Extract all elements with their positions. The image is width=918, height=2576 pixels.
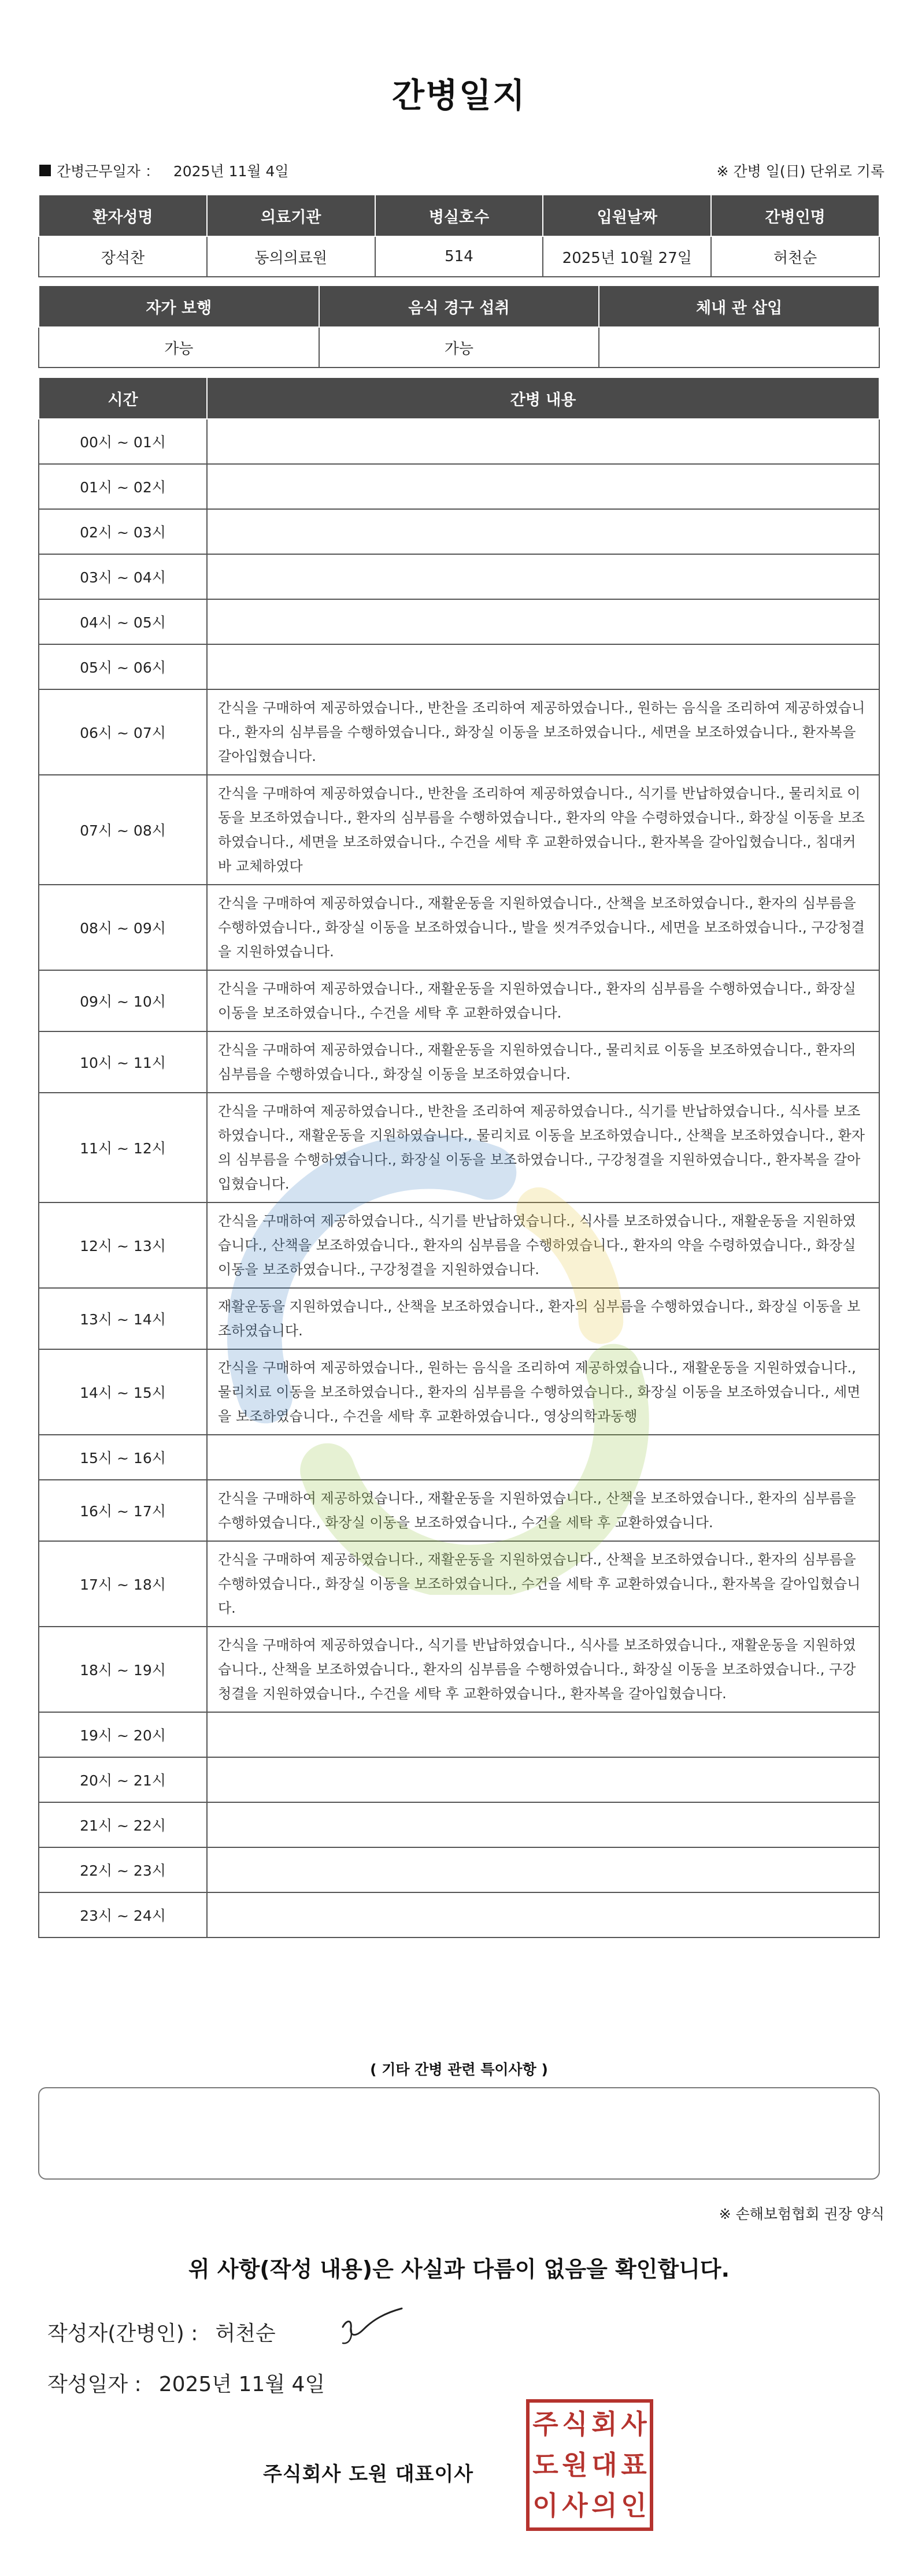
log-time-cell: 10시 ~ 11시 [39,1031,207,1093]
log-content-cell[interactable] [207,644,879,689]
square-bullet-icon [39,165,51,176]
log-time-cell: 00시 ~ 01시 [39,419,207,464]
seal-char: 인 [621,2490,647,2522]
log-content-cell[interactable] [207,1757,879,1802]
table-row [39,1349,879,1435]
log-time-cell: 08시 ~ 09시 [39,885,207,970]
log-time-cell: 22시 ~ 23시 [39,1847,207,1892]
table-row [39,554,879,599]
log-content-cell[interactable]: 간식을 구매하여 제공하였습니다., 재활운동을 지원하였습니다., 환자의 심부름을 수행하였습니다., 화장실 이동을 보조하였습니다., 수건을 세탁 후 교환하였습니다. [207,970,879,1031]
table-row [39,1435,879,1480]
header-time: 시간 [39,377,207,419]
log-content-cell[interactable] [207,554,879,599]
writer-line [47,2317,276,2347]
writer-label: 작성자(간병인) : [47,2322,198,2345]
table-row [39,1847,879,1892]
special-notes-box[interactable] [38,2087,880,2180]
record-unit-note: ※ 간병 일(日) 단위로 기록 [716,163,884,180]
log-content-cell[interactable] [207,1802,879,1847]
log-content-cell[interactable]: 간식을 구매하여 제공하였습니다., 재활운동을 지원하였습니다., 물리치료 이동을 보조하였습니다., 환자의 심부름을 수행하였습니다., 화장실 이동을 보조하였습니다. [207,1031,879,1093]
caregiver-name[interactable]: 허천순 [711,236,879,277]
header-oral-intake: 음식 경구 섭취 [319,285,599,327]
log-content-cell[interactable] [207,464,879,509]
log-time-cell: 11시 ~ 12시 [39,1093,207,1202]
log-time-cell: 16시 ~ 17시 [39,1480,207,1541]
header-room-number: 병실호수 [375,195,543,236]
confirmation-statement: 위 사항(작성 내용)은 사실과 다름이 없음을 확인합니다. [188,2256,730,2282]
table-row [39,644,879,689]
seal-char: 의 [591,2490,617,2522]
seal-char: 대 [591,2449,617,2481]
log-time-cell: 21시 ~ 22시 [39,1802,207,1847]
log-time-cell: 23시 ~ 24시 [39,1892,207,1937]
ability-table [38,285,880,368]
header-self-walking: 자가 보행 [39,285,319,327]
header-hospital: 의료기관 [207,195,375,236]
seal-char: 이 [532,2490,558,2522]
table-row [39,1031,879,1093]
log-content-cell[interactable] [207,509,879,554]
log-time-cell: 06시 ~ 07시 [39,689,207,775]
log-time-cell: 19시 ~ 20시 [39,1712,207,1757]
table-row [39,1892,879,1937]
seal-char: 사 [562,2490,588,2522]
log-content-cell[interactable]: 간식을 구매하여 제공하였습니다., 재활운동을 지원하였습니다., 산책을 보조하였습니다., 환자의 심부름을 수행하였습니다., 화장실 이동을 보조하였습니다., 수건을 세탁 후 교환하였습니다. [207,1480,879,1541]
company-representative: 주식회사 도원 대표이사 [263,2463,474,2486]
patient-name[interactable]: 장석찬 [39,236,207,277]
hospital[interactable]: 동의의료원 [207,236,375,277]
seal-char: 표 [621,2449,647,2481]
table-row [39,1757,879,1802]
table-row [39,1093,879,1202]
log-content-cell[interactable] [207,1712,879,1757]
log-content-cell[interactable]: 간식을 구매하여 제공하였습니다., 반찬을 조리하여 제공하였습니다., 원하는 음식을 조리하여 제공하였습니다., 환자의 심부름을 수행하였습니다., 화장실 이동을 보조하였습니다., 세면을 보조하였습니다., 환자복을 갈아입혔습니다. [207,689,879,775]
table-row [39,464,879,509]
table-row [39,885,879,970]
care-log-table [38,377,880,1938]
seal-char: 식 [562,2408,588,2440]
log-time-cell: 07시 ~ 08시 [39,775,207,885]
log-content-cell[interactable]: 간식을 구매하여 제공하였습니다., 식기를 반납하였습니다., 식사를 보조하였습니다., 재활운동을 지원하였습니다., 산책을 보조하였습니다., 환자의 심부름을 수행하였습니다., 화장실 이동을 보조하였습니다., 구강청결을 지원하였습니다., 수건을 세탁 후 교환하였습니다., 환자복을 갈아입혔습니다. [207,1627,879,1712]
log-time-cell: 17시 ~ 18시 [39,1541,207,1627]
log-time-cell: 14시 ~ 15시 [39,1349,207,1435]
seal-char: 도 [532,2449,558,2481]
table-row [39,599,879,644]
write-date-label: 작성일자 : [47,2373,142,2396]
log-time-cell: 15시 ~ 16시 [39,1435,207,1480]
tube-insertion-value[interactable] [599,327,879,368]
header-patient-name: 환자성명 [39,195,207,236]
self-walking-value[interactable]: 가능 [39,327,319,368]
signature-icon [338,2303,410,2349]
seal-char: 원 [562,2449,588,2481]
table-row [39,419,879,464]
log-time-cell: 05시 ~ 06시 [39,644,207,689]
oral-intake-value[interactable]: 가능 [319,327,599,368]
log-time-cell: 20시 ~ 21시 [39,1757,207,1802]
special-notes-title: ( 기타 간병 관련 특이사항 ) [370,2061,548,2078]
header-care-content: 간병 내용 [207,377,879,419]
log-content-cell[interactable] [207,599,879,644]
log-content-cell[interactable]: 간식을 구매하여 제공하였습니다., 반찬을 조리하여 제공하였습니다., 식기를 반납하였습니다., 식사를 보조하였습니다., 재활운동을 지원하였습니다., 물리치료 이동을 보조하였습니다., 산책을 보조하였습니다., 환자의 심부름을 수행하였습니다., 화장실 이동을 보조하였습니다., 구강청결을 지원하였습니다., 환자복을 갈아입혔습니다. [207,1093,879,1202]
header-admission-date: 입원날짜 [543,195,711,236]
table-row [39,1802,879,1847]
recommended-form-note: ※ 손해보험협회 권장 양식 [719,2206,884,2222]
log-time-cell: 12시 ~ 13시 [39,1202,207,1288]
header-tube-insertion: 체내 관 삽입 [599,285,879,327]
table-row [39,1712,879,1757]
seal-char: 사 [621,2408,647,2440]
seal-char: 주 [532,2408,558,2440]
log-content-cell[interactable]: 재활운동을 지원하였습니다., 산책을 보조하였습니다., 환자의 심부름을 수행하였습니다., 화장실 이동을 보조하였습니다. [207,1288,879,1349]
log-time-cell: 01시 ~ 02시 [39,464,207,509]
log-time-cell: 09시 ~ 10시 [39,970,207,1031]
table-row [39,509,879,554]
work-date-value: 2025년 11월 4일 [173,163,289,180]
work-date [39,160,289,181]
page-title: 간병일지 [391,76,527,115]
table-row [39,1627,879,1712]
table-row [39,1288,879,1349]
table-row [39,689,879,775]
write-date-line [47,2368,325,2397]
table-row [39,775,879,885]
log-content-cell[interactable]: 간식을 구매하여 제공하였습니다., 원하는 음식을 조리하여 제공하였습니다., 재활운동을 지원하였습니다., 물리치료 이동을 보조하였습니다., 환자의 심부름을 수행하였습니다., 화장실 이동을 보조하였습니다., 세면을 보조하였습니다., 수건을 세탁 후 교환하였습니다., 영상의학과동행 [207,1349,879,1435]
log-time-cell: 13시 ~ 14시 [39,1288,207,1349]
log-content-cell[interactable]: 간식을 구매하여 제공하였습니다., 재활운동을 지원하였습니다., 산책을 보조하였습니다., 환자의 심부름을 수행하였습니다., 화장실 이동을 보조하였습니다., 수건을 세탁 후 교환하였습니다., 환자복을 갈아입혔습니다. [207,1541,879,1627]
seal-char: 회 [591,2408,617,2440]
log-content-cell[interactable]: 간식을 구매하여 제공하였습니다., 반찬을 조리하여 제공하였습니다., 식기를 반납하였습니다., 물리치료 이동을 보조하였습니다., 환자의 심부름을 수행하였습니다., 환자의 약을 수령하였습니다., 화장실 이동을 보조하였습니다., 세면을 보조하였습니다., 수건을 세탁 후 교환하였습니다., 환자복을 갈아입혔습니다., 침대커바 교체하였다 [207,775,879,885]
log-time-cell: 04시 ~ 05시 [39,599,207,644]
work-date-label: 간병근무일자 ： [57,163,160,180]
log-content-cell[interactable]: 간식을 구매하여 제공하였습니다., 재활운동을 지원하였습니다., 산책을 보조하였습니다., 환자의 심부름을 수행하였습니다., 화장실 이동을 보조하였습니다., 발을 씻겨주었습니다., 세면을 보조하였습니다., 구강청결을 지원하였습니다. [207,885,879,970]
table-row [39,1480,879,1541]
log-time-cell: 03시 ~ 04시 [39,554,207,599]
log-time-cell: 02시 ~ 03시 [39,509,207,554]
table-row [39,1202,879,1288]
write-date-value[interactable]: 2025년 11월 4일 [158,2373,325,2396]
table-row [39,970,879,1031]
writer-name[interactable]: 허천순 [215,2322,276,2345]
log-content-cell[interactable] [207,419,879,464]
log-content-cell[interactable] [207,1892,879,1937]
table-row [39,1541,879,1627]
admission-date[interactable]: 2025년 10월 27일 [543,236,711,277]
log-content-cell[interactable] [207,1435,879,1480]
company-seal-icon [526,2399,653,2531]
log-content-cell[interactable] [207,1847,879,1892]
patient-info-table [38,194,880,277]
header-caregiver-name: 간병인명 [711,195,879,236]
room-number[interactable]: 514 [375,236,543,277]
log-time-cell: 18시 ~ 19시 [39,1627,207,1712]
log-content-cell[interactable]: 간식을 구매하여 제공하였습니다., 식기를 반납하였습니다., 식사를 보조하였습니다., 재활운동을 지원하였습니다., 산책을 보조하였습니다., 환자의 심부름을 수행하였습니다., 환자의 약을 수령하였습니다., 화장실 이동을 보조하였습니다., 구강청결을 지원하였습니다. [207,1202,879,1288]
